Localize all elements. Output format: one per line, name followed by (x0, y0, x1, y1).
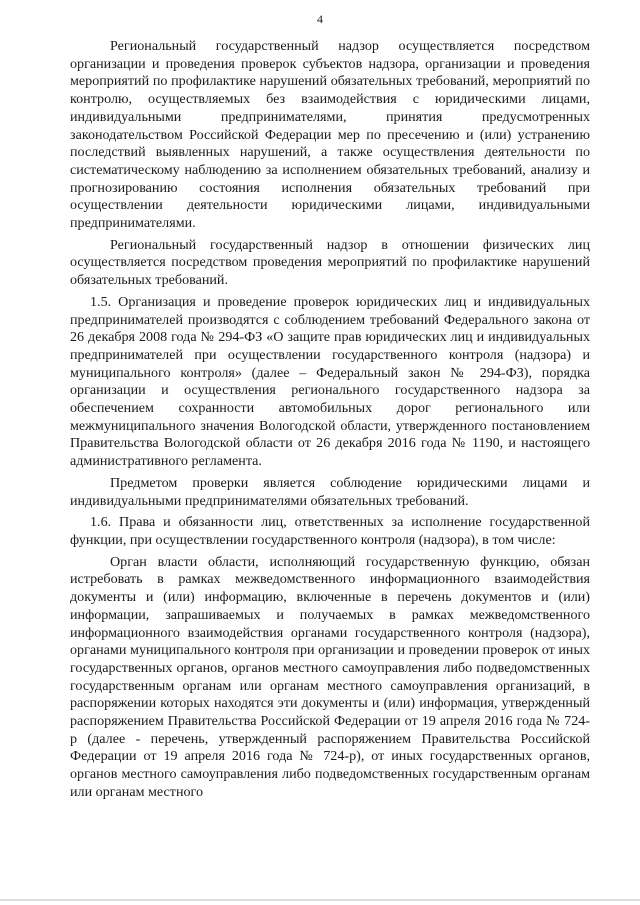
page-number: 4 (317, 12, 323, 26)
document-body (70, 38, 590, 802)
paragraph-section-1-5: 1.5. Организация и проведение проверок юридических лиц и индивидуальных предпринимателей производятся с соблюдением требований Федерального закона от 26 декабря 2008 года № 294-ФЗ «О защите прав юридических лиц и индивидуальных предпринимателей при осуществлении государственного контроля (надзора) и муниципального контроля» (далее – Федеральный закон № 294-ФЗ), порядка организации и осуществления регионального государственного надзора за обеспечением сохранности автомобильных дорог регионального или межмуниципального значения Вологодской области, утвержденного постановлением Правительства Вологодской области от 26 декабря 2016 года № 1190, и настоящего административного регламента. (70, 293, 590, 470)
paragraph-regional-supervision: Региональный государственный надзор осуществляется посредством организации и проведения проверок субъектов надзора, организации и проведения мероприятий по профилактике нарушений обязательных требований, мероприятий по контролю, осуществляемых без взаимодействия с юридическими лицами, индивидуальными предпринимателями, принятия предусмотренных законодательством Российской Федерации мер по пресечению и (или) устранению последствий выявленных нарушений, а также осуществления деятельности по систематическому наблюдению за исполнением обязательных требований, анализу и прогнозированию состояния исполнения обязательных требований при осуществлении деятельности юридическими лицами, индивидуальными предпринимателями. (70, 38, 590, 232)
paragraph-authority-obligations: Орган власти области, исполняющий государственную функцию, обязан истребовать в рамках межведомственного информационного взаимодействия документы и (или) информацию, включенные в перечень документов и (или) информации, запрашиваемых и получаемых в рамках межведомственного информационного взаимодействия органами государственного контроля (надзора), органами муниципального контроля при организации и проведении проверок от иных государственных органов, органов местного самоуправления либо подведомственных государственным органам или органам местного самоуправления организаций, в распоряжении которых находятся эти документы и (или) информация, утвержденный распоряжением Правительства Российской Федерации от 19 апреля 2016 года № 724-р (далее - перечень, утвержденный распоряжением Правительства Российской Федерации от 19 апреля 2016 года № 724-р), от иных государственных органов, органов местного самоуправления либо подведомственных государственным органам или органам местного (70, 553, 590, 800)
scan-edge-mark (0, 899, 640, 901)
paragraph-inspection-subject: Предметом проверки является соблюдение юридическими лицами и индивидуальными предпринимателями обязательных требований. (70, 474, 590, 509)
paragraph-section-1-6: 1.6. Права и обязанности лиц, ответственных за исполнение государственной функции, при осуществлении государственного контроля (надзора), в том числе: (70, 514, 590, 548)
paragraph-individuals-supervision: Региональный государственный надзор в отношении физических лиц осуществляется посредством проведения мероприятий по профилактике нарушений обязательных требований. (70, 236, 590, 289)
